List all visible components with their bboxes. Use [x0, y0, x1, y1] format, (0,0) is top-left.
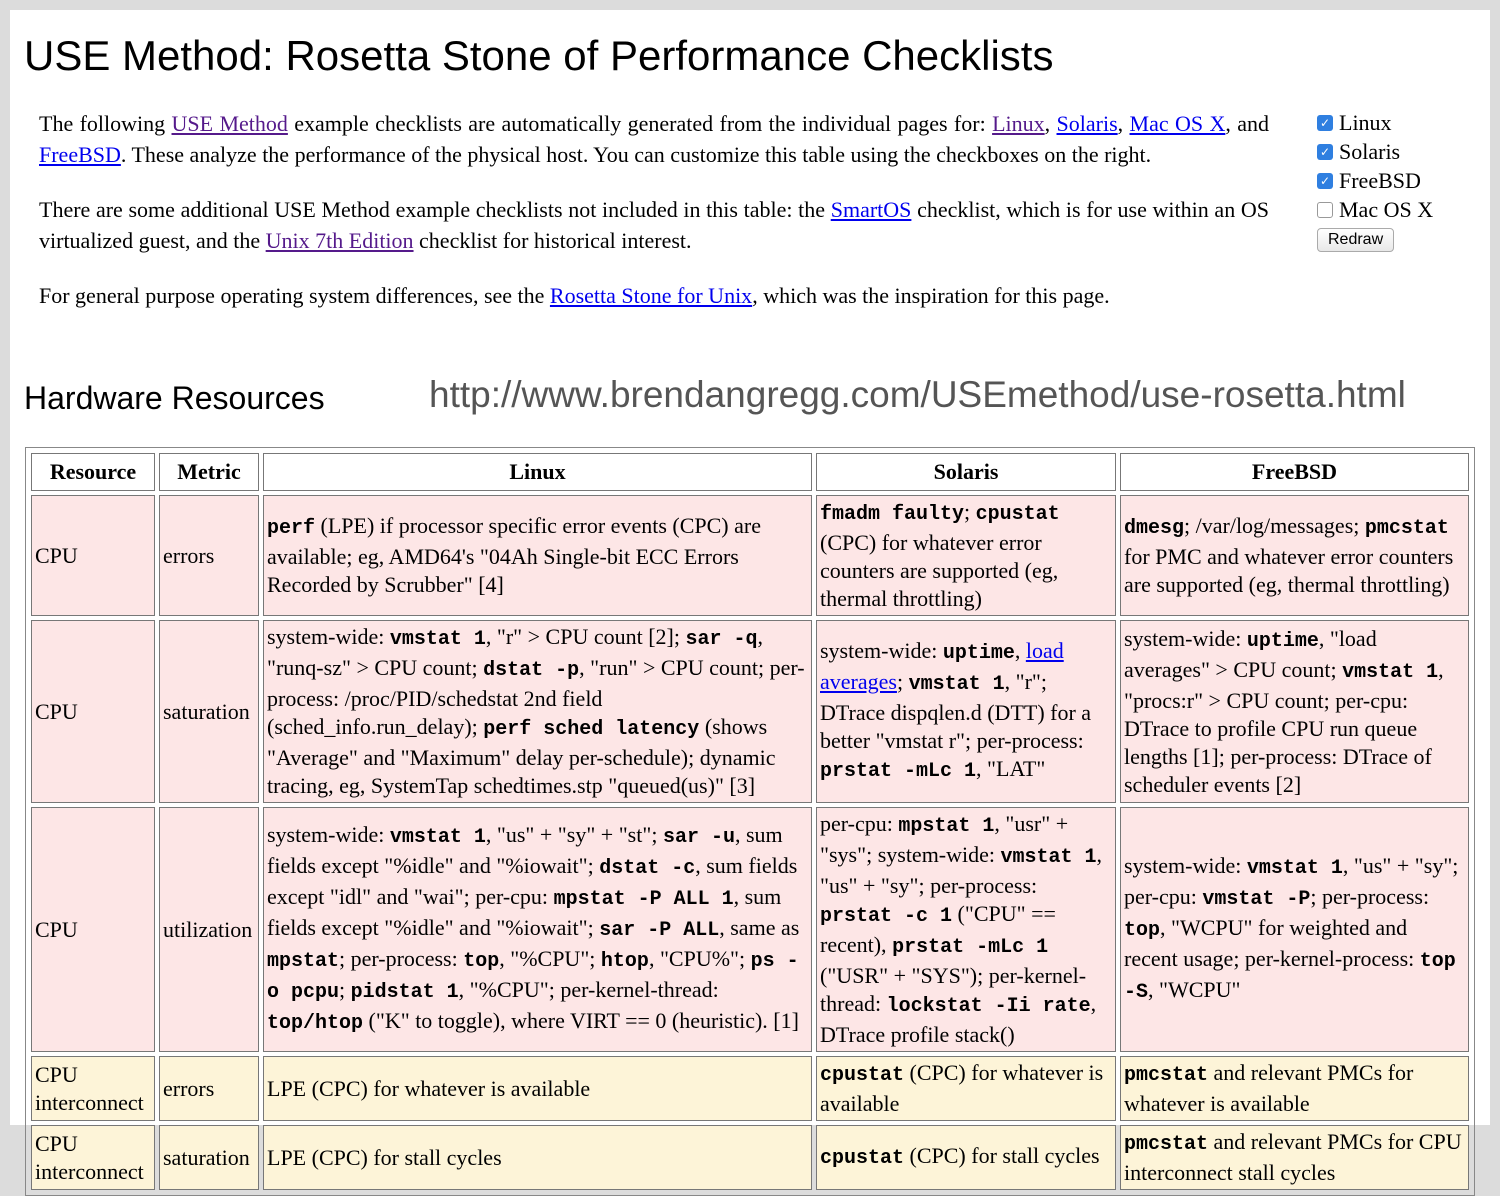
command-text: cpustat [975, 503, 1060, 526]
cell-text: , "runq-sz" > CPU count; [267, 624, 763, 680]
intro-text-span: example checklists are automatically generated from the individual pages for: [287, 111, 993, 136]
header-solaris: Solaris [816, 453, 1116, 491]
cell-text: , "usr" + "sys"; system-wide: [820, 811, 1069, 867]
checkbox-unchecked-icon[interactable] [1317, 202, 1333, 218]
cell-resource: CPU interconnect [31, 1125, 155, 1190]
cell-linux [263, 620, 812, 803]
command-text: prstat -mLc 1 [892, 936, 1049, 959]
cell-text: and relevant PMCs for whatever is available [1124, 1060, 1414, 1116]
intro-text-span: checklist, which is for use within an OS virtualized guest, and the [39, 197, 1269, 253]
command-text: uptime [942, 642, 1015, 665]
command-text: vmstat 1 [1246, 857, 1343, 880]
cell-text: , "WCPU" for weighted and recent usage; per-kernel-process: [1124, 915, 1420, 971]
cell-text: , "%CPU"; [499, 946, 601, 971]
cell-text: , sum fields except "%idle" and "%iowait"; [267, 884, 782, 940]
checkbox-freebsd[interactable] [1317, 166, 1433, 195]
cell-text: for PMC and whatever error counters are supported (eg, thermal throttling) [1124, 544, 1454, 597]
cell-text: ; per-process: [339, 946, 464, 971]
command-text: ps -o pcpu [267, 950, 799, 1004]
cell-text: , [1014, 638, 1026, 663]
section-title: Hardware Resources [24, 380, 325, 416]
command-text: mpstat 1 [898, 815, 995, 838]
cell-text: ; /var/log/messages; [1184, 513, 1365, 538]
command-text: sar -u [662, 826, 735, 849]
cell-freebsd [1120, 1125, 1469, 1190]
cell-solaris [816, 620, 1116, 803]
intro-text-span: . These analyze the performance of the physical host. You can customize this table using the checkboxes on the right. [120, 142, 1152, 167]
redraw-button[interactable]: Redraw [1317, 228, 1394, 252]
cell-text: system-wide: [1124, 853, 1247, 878]
cell-metric: utilization [159, 807, 259, 1052]
inline-link[interactable]: load averages [820, 638, 1064, 694]
cell-linux [263, 1125, 812, 1190]
command-text: pmcstat [1364, 517, 1449, 540]
freebsd-link[interactable]: FreeBSD [39, 142, 121, 167]
command-text: top/htop [267, 1012, 364, 1035]
cell-freebsd [1120, 1056, 1469, 1121]
command-text: sar -P ALL [599, 919, 720, 942]
cell-metric: errors [159, 495, 259, 616]
intro-text-span: , which was the inspiration for this page. [752, 283, 1110, 308]
cell-text: ; [339, 977, 351, 1002]
cell-resource: CPU [31, 495, 155, 616]
cell-text: ("USR" + "SYS"); per-kernel-thread: [820, 963, 1087, 1016]
unix-7th-edition-link[interactable]: Unix 7th Edition [265, 228, 414, 253]
cell-text: per-cpu: [820, 811, 899, 836]
cell-text: , "LAT" [976, 756, 1046, 781]
command-text: vmstat 1 [1000, 846, 1097, 869]
table-row [31, 620, 1469, 803]
command-text: sar -q [685, 628, 758, 651]
command-text: prstat -mLc 1 [820, 760, 977, 783]
table-header-row [31, 453, 1469, 491]
intro-text [39, 108, 1269, 335]
command-text: cpustat [820, 1064, 905, 1087]
command-text: cpustat [820, 1147, 905, 1170]
rosetta-stone-link[interactable]: Rosetta Stone for Unix [549, 283, 753, 308]
cell-freebsd [1120, 807, 1469, 1052]
header-metric: Metric [159, 453, 259, 491]
cell-text: , "r" > CPU count [2]; [485, 624, 686, 649]
cell-resource: CPU [31, 807, 155, 1052]
checkbox-solaris[interactable] [1317, 137, 1433, 166]
cell-text: (CPC) for whatever error counters are supported (eg, thermal throttling) [820, 530, 1059, 611]
cell-text: LPE (CPC) for whatever is available [267, 1075, 591, 1101]
cell-text: system-wide: [1124, 625, 1247, 651]
cell-metric: saturation [159, 1125, 259, 1190]
command-text: vmstat 1 [389, 826, 486, 849]
command-text: pmcstat [1124, 1064, 1209, 1087]
command-text: top -S [1124, 950, 1456, 1004]
intro-text-span: checklist for historical interest. [413, 228, 692, 253]
smartos-link[interactable]: SmartOS [830, 197, 912, 222]
cell-text: , same as [719, 915, 800, 940]
cell-text: , DTrace profile stack() [820, 991, 1097, 1047]
command-text: dmesg [1124, 517, 1185, 540]
cell-linux [263, 807, 812, 1052]
intro-paragraph-1 [39, 108, 1269, 170]
os-checkbox-panel [1317, 108, 1433, 252]
cell-text: and relevant PMCs for CPU interconnect stall cycles [1124, 1129, 1462, 1185]
command-text: vmstat 1 [908, 673, 1005, 696]
command-text: pmcstat [1124, 1133, 1209, 1156]
cell-text: ("K" to toggle), where VIRT == 0 (heuristic). [1] [363, 1008, 799, 1033]
cell-resource: CPU interconnect [31, 1056, 155, 1121]
cell-text: ; [896, 669, 909, 694]
cell-text: ; per-process: [1310, 884, 1430, 909]
cell-text: ("CPU" == recent), [820, 901, 1056, 957]
command-text: dstat -p [483, 659, 580, 682]
cell-text: (CPC) for stall cycles [904, 1143, 1100, 1168]
command-text: pidstat 1 [350, 981, 459, 1004]
cell-solaris [816, 1056, 1116, 1121]
table-body [31, 495, 1469, 1190]
linux-link[interactable]: Linux [992, 111, 1045, 136]
solaris-link[interactable]: Solaris [1056, 111, 1118, 136]
intro-text-span: There are some additional USE Method example checklists not included in this table: the [39, 197, 831, 222]
intro-text-span: , and [1225, 111, 1270, 136]
cell-text: LPE (CPC) for stall cycles [267, 1144, 502, 1170]
intro-text-span: , [1044, 111, 1057, 136]
intro-text-span: , [1117, 111, 1130, 136]
cell-text: , sum fields except "idl" and "wai"; per-cpu: [267, 853, 798, 909]
intro-paragraph-3 [39, 280, 1269, 311]
cell-metric: errors [159, 1056, 259, 1121]
header-freebsd: FreeBSD [1120, 453, 1469, 491]
cell-text: , "procs:r" > CPU count; per-cpu: DTrace to profile CPU run queue lengths [1]; per-process: DTrace of scheduler events [2] [1124, 656, 1444, 797]
cell-text: , sum fields except "%idle" and "%iowait"; [267, 822, 783, 878]
cell-text: (CPC) for whatever is available [820, 1060, 1104, 1116]
cell-solaris [816, 807, 1116, 1052]
intro-text-span: For general purpose operating system differences, see the [39, 283, 550, 308]
table-row [31, 807, 1469, 1052]
checkbox-linux[interactable] [1317, 108, 1433, 137]
use-method-link[interactable]: USE Method [171, 111, 288, 136]
table-row [31, 1056, 1469, 1121]
cell-text: , "%CPU"; per-kernel-thread: [458, 977, 719, 1002]
command-text: mpstat [267, 950, 340, 973]
intro-paragraph-2 [39, 194, 1269, 256]
cell-solaris [816, 495, 1116, 616]
cell-metric: saturation [159, 620, 259, 803]
cell-text: , "load averages" > CPU count; [1124, 625, 1377, 682]
command-text: vmstat 1 [389, 628, 486, 651]
checkbox-checked-icon[interactable]: ✓ [1317, 144, 1333, 160]
cell-text: system-wide: [820, 638, 943, 663]
command-text: dstat -c [599, 857, 696, 880]
cell-text: , "r"; DTrace dispqlen.d (DTT) for a better "vmstat r"; per-process: [820, 669, 1092, 753]
cell-text: system-wide: [267, 822, 390, 847]
checkbox-label: Mac OS X [1339, 196, 1434, 222]
command-text: fmadm faulty [820, 503, 965, 526]
command-text: lockstat -Ii rate [886, 995, 1091, 1018]
header-resource: Resource [31, 453, 155, 491]
checkbox-label: Linux [1339, 109, 1392, 135]
cell-resource: CPU [31, 620, 155, 803]
mac-os-x-link[interactable]: Mac OS X [1129, 111, 1226, 136]
checkbox-mac-os-x[interactable] [1317, 195, 1433, 224]
command-text: top [1124, 919, 1161, 942]
table-row [31, 1125, 1469, 1190]
checkbox-label: FreeBSD [1339, 167, 1421, 193]
command-text: perf [267, 517, 316, 540]
checkbox-label: Solaris [1339, 138, 1401, 164]
command-text: prstat -c 1 [820, 905, 953, 928]
slide [10, 10, 1490, 1185]
command-text: htop [600, 950, 649, 973]
source-url: http://www.brendangregg.com/USEmethod/use-rosetta.html [429, 374, 1406, 415]
cell-text: , "us" + "sy"; per-cpu: [1124, 853, 1459, 909]
cell-text: , "us" + "sy"; per-process: [820, 842, 1103, 898]
cell-text: , "run" > CPU count; per-process: /proc/PID/schedstat 2nd field (sched_info.run_delay); [267, 655, 805, 739]
cell-text: (LPE) if processor specific error events (CPC) are available; eg, AMD64's "04Ah Single-bit ECC Errors Recorded by Scrubber" [4] [267, 513, 761, 597]
checkbox-checked-icon[interactable]: ✓ [1317, 115, 1333, 131]
command-text: vmstat 1 [1342, 660, 1439, 684]
checklist-table [27, 449, 1473, 1194]
checkbox-checked-icon[interactable]: ✓ [1317, 173, 1333, 189]
page-title: USE Method: Rosetta Stone of Performance Checklists [24, 32, 1054, 79]
cell-text: , "us" + "sy" + "st"; [485, 822, 663, 847]
command-text: vmstat -P [1202, 888, 1311, 911]
command-text: top [463, 950, 500, 973]
intro-text-span: The following [39, 111, 172, 136]
command-text: mpstat -P ALL 1 [553, 888, 734, 911]
cell-text: (shows "Average" and "Maximum" delay per-schedule); dynamic tracing, eg, SystemTap schedtimes.stp "queued(us)" [3] [267, 714, 776, 798]
cell-text: , "CPU%"; [648, 946, 751, 971]
header-linux: Linux [263, 453, 812, 491]
command-text: uptime [1246, 629, 1319, 653]
cell-linux [263, 1056, 812, 1121]
cell-text: system-wide: [267, 624, 390, 649]
cell-text: , "WCPU" [1148, 977, 1241, 1002]
checklist-table-wrapper [25, 447, 1475, 1196]
command-text: perf sched latency [483, 718, 700, 741]
table-row [31, 495, 1469, 616]
cell-solaris [816, 1125, 1116, 1190]
cell-freebsd [1120, 620, 1469, 803]
cell-text: ; [964, 499, 976, 524]
cell-freebsd [1120, 495, 1469, 616]
cell-linux [263, 495, 812, 616]
